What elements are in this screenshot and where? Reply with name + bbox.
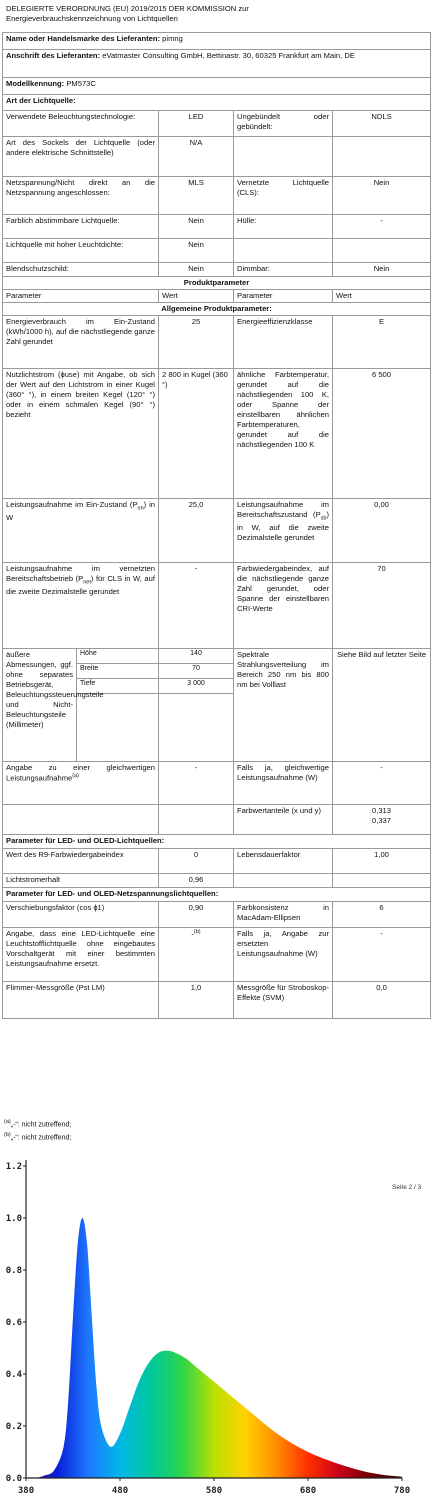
mls-section-title: Parameter für LED- und OLED-Netzspannungslichtquellen:: [3, 888, 431, 902]
cct-label: ähnliche Farbtemperatur, gerundet auf die nächstliegenden 100 K, oder Spanne der einstellbaren ähnlichen Farbtemperaturen, gerundet auf die nächstliegenden 100 K: [234, 369, 333, 499]
cri-label: Farbwiedergabeindex, auf die nächstliegende ganze Zahl gerundet, oder Spanne der einstellbaren CRI-Werte: [234, 563, 333, 649]
standby-power-label-b: ) in W, auf die zweite Dezimalstelle gerundet: [237, 510, 329, 542]
empty-cell: [333, 874, 431, 888]
empty-cell: [234, 137, 333, 177]
dimmable-label: Dimmbar:: [234, 263, 333, 277]
footnote-b-text: „-“: nicht zutreffend;: [10, 1134, 72, 1142]
model-value: PM573C: [66, 79, 96, 88]
product-section-title: Produktparameter: [3, 277, 431, 290]
light-source-row: [3, 263, 431, 277]
product-info-table: [2, 32, 431, 1019]
empty-cell: [3, 805, 159, 835]
networked-standby-sub: net: [83, 579, 91, 586]
cap-type-value: N/A: [159, 137, 234, 177]
x-tick-label: 780: [393, 1486, 411, 1496]
y-tick-label: 0.4: [5, 1370, 22, 1380]
cap-type-label: Art des Sockels der Lichtquelle (oder andere elektrische Schnittstelle): [3, 137, 159, 177]
networked-standby-value: -: [159, 563, 234, 649]
color-tunable-value: Nein: [159, 215, 234, 239]
lighting-technology-label: Verwendete Beleuchtungstechnologie:: [3, 111, 159, 137]
energy-class-label: Energieeffizienzklasse: [234, 316, 333, 369]
x-tick-label: 480: [111, 1486, 129, 1496]
spectral-distribution-value: Siehe Bild auf letzter Seite: [333, 649, 431, 762]
equivalent-power-value: -: [159, 762, 234, 805]
networked-standby-label: [3, 563, 159, 649]
y-tick-label: 0.6: [5, 1318, 22, 1328]
macadam-value: 6: [333, 902, 431, 928]
supplier-address-value: eVatmaster Consulting GmbH, Bettinastr. 30, 60325 Frankfurt am Main, DE: [102, 51, 355, 60]
height-label: Höhe: [77, 649, 159, 664]
flicker-label: Flimmer-Messgröße (Pst LM): [3, 982, 159, 1019]
network-row: [3, 563, 431, 649]
lumen-maintenance-label: Lichtstromerhalt: [3, 874, 159, 888]
networked-standby-label-b: ) für CLS in W, auf die zweite Dezimalstelle gerundet: [6, 574, 155, 596]
led-section-title: Parameter für LED- und OLED-Lichtquellen:: [3, 835, 431, 849]
spectral-distribution-chart: [0, 1156, 432, 1500]
col-header-parameter: Parameter: [3, 290, 159, 303]
chromaticity-value: [333, 805, 431, 835]
anti-glare-label: Blendschutzschild:: [3, 263, 159, 277]
survival-factor-label: Lebensdauerfaktor: [234, 849, 333, 874]
footnote-a-text: „-“: nicht zutreffend;: [10, 1121, 72, 1129]
footnote-b-mark: (b): [4, 1132, 11, 1139]
y-tick-label: 1.0: [5, 1214, 22, 1224]
footnote-b: [4, 1131, 71, 1144]
x-tick-label: 680: [299, 1486, 317, 1496]
equivalent-row: [3, 762, 431, 805]
mls-row: [3, 928, 431, 982]
standby-power-label-a: Leistungsaufnahme im Bereitschaftszustand (P: [237, 500, 329, 520]
standby-power-sub: sb: [320, 515, 327, 522]
useful-flux-label: Nutzlichtstrom (ɸuse) mit Angabe, ob sich der Wert auf den Lichtstrom in einer Kugel (360° °), in einem breiten Kegel (120° °) oder in einem schmalen Kegel (90° °) bezieht: [3, 369, 159, 499]
directional-value: NDLS: [333, 111, 431, 137]
footnote-a: [4, 1118, 71, 1131]
flux-row: [3, 369, 431, 499]
anti-glare-value: Nein: [159, 263, 234, 277]
led-row: [3, 874, 431, 888]
envelope-label: Hülle:: [234, 215, 333, 239]
spectrum-area: [26, 1218, 402, 1478]
spectral-distribution-label: Spektrale Strahlungsverteilung im Bereich 250 nm bis 800 nm bei Volllast: [234, 649, 333, 762]
footnotes: [4, 1118, 71, 1144]
power-row: [3, 499, 431, 563]
document-header: [6, 4, 426, 24]
energy-row: [3, 316, 431, 369]
light-source-section-title: Art der Lichtquelle:: [3, 95, 431, 111]
chromaticity-row: [3, 805, 431, 835]
standby-power-value: 0,00: [333, 499, 431, 563]
cri-value: 70: [333, 563, 431, 649]
survival-factor-value: 1,00: [333, 849, 431, 874]
mains-value: MLS: [159, 177, 234, 215]
light-source-row: [3, 239, 431, 263]
y-tick-label: 0.8: [5, 1266, 22, 1276]
chart-y-ticks: [6, 1162, 26, 1484]
r9-label: Wert des R9-Farbwiedergabeindex: [3, 849, 159, 874]
header-line-2: Energieverbrauchskennzeichnung von Lichtquellen: [6, 14, 178, 24]
empty-cell: [234, 874, 333, 888]
light-source-row: [3, 137, 431, 177]
energy-consumption-value: 25: [159, 316, 234, 369]
lighting-technology-value: LED: [159, 111, 234, 137]
on-mode-power-label: [3, 499, 159, 563]
fluorescent-replacement-dash: -: [191, 929, 194, 939]
dimmable-value: Nein: [333, 263, 431, 277]
equivalent-power-label-a: Angabe zu einer gleichwertigen Leistungsaufnahme: [6, 763, 155, 783]
product-header-row: [3, 290, 431, 303]
chart-plot-area: [26, 1218, 402, 1478]
x-tick-label: 380: [17, 1486, 35, 1496]
on-mode-power-value: 25,0: [159, 499, 234, 563]
light-source-row: [3, 215, 431, 239]
color-tunable-label: Farblich abstimmbare Lichtquelle:: [3, 215, 159, 239]
chromaticity-y: 0,337: [372, 816, 392, 826]
energy-class-value: E: [333, 316, 431, 369]
led-row: [3, 849, 431, 874]
col-header-value: Wert: [159, 290, 234, 303]
fluorescent-replacement-value: [159, 928, 234, 982]
page-number: Seite 2 / 3: [392, 1184, 422, 1191]
high-luminance-label: Lichtquelle mit hoher Leuchtdichte:: [3, 239, 159, 263]
depth-label: Tiefe: [77, 679, 159, 694]
directional-label: Ungebündelt oder gebündelt:: [234, 111, 333, 137]
mls-row: [3, 982, 431, 1019]
chart-x-ticks: [18, 1478, 410, 1496]
empty-cell: [234, 239, 333, 263]
y-tick-label: 1.2: [5, 1162, 22, 1172]
empty-cell: [333, 137, 431, 177]
model-label: Modellkennung:: [6, 79, 65, 88]
supplier-address-label: Anschrift des Lieferanten:: [6, 51, 101, 60]
macadam-label: Farbkonsistenz in MacAdam-Ellipsen: [234, 902, 333, 928]
dimensions-label: äußere Abmessungen, ggf. ohne separates Betriebsgerät, Beleuchtungssteuerungsteile und Nicht-Beleuchtungsteile (Millimeter): [3, 649, 77, 762]
r9-value: 0: [159, 849, 234, 874]
cct-value: 6 500: [333, 369, 431, 499]
empty-cell: [333, 239, 431, 263]
replaced-power-value: -: [333, 928, 431, 982]
empty-cell: [77, 694, 159, 762]
empty-cell: [159, 694, 234, 762]
mains-label: Netzspannung/Nicht direkt an die Netzspannung angeschlossen:: [3, 177, 159, 215]
stroboscopic-value: 0,0: [333, 982, 431, 1019]
width-label: Breite: [77, 664, 159, 679]
fluorescent-replacement-label: Angabe, dass eine LED-Lichtquelle eine Leuchtstofflichtquelle ohne eingebautes Vorschaltgerät mit einer bestimmten Leistungsaufnahme ersetzt.: [3, 928, 159, 982]
equivalent-power-label: [3, 762, 159, 805]
dimensions-row: [3, 649, 431, 664]
energy-consumption-label: Energieverbrauch im Ein-Zustand (kWh/1000 h), auf die nächstliegende ganze Zahl gerundet: [3, 316, 159, 369]
on-mode-power-sub: on: [137, 505, 144, 512]
high-luminance-value: Nein: [159, 239, 234, 263]
cls-label: Vernetzte Lichtquelle (CLS):: [234, 177, 333, 215]
light-source-row: [3, 111, 431, 137]
flicker-value: 1,0: [159, 982, 234, 1019]
model-row: [3, 78, 431, 95]
lumen-maintenance-value: 0,96: [159, 874, 234, 888]
networked-standby-label-a: Leistungsaufnahme im vernetzten Bereitschaftsbetrieb (P: [6, 564, 155, 584]
on-mode-power-label-a: Leistungsaufnahme im Ein-Zustand (P: [6, 500, 138, 510]
footnote-a-mark: (a): [4, 1119, 11, 1125]
y-tick-label: 0.2: [5, 1422, 22, 1432]
useful-flux-value: 2 800 in Kugel (360 °): [159, 369, 234, 499]
depth-value: 3 000: [159, 679, 234, 694]
stroboscopic-label: Messgröße für Stroboskop-Effekte (SVM): [234, 982, 333, 1019]
footnote-a-ref: (a): [72, 773, 80, 780]
col-header-value: Wert: [333, 290, 431, 303]
chromaticity-x: 0,313: [372, 806, 392, 816]
supplier-name-label: Name oder Handelsmarke des Lieferanten:: [6, 34, 161, 43]
on-mode-power-label-b: ) in W: [6, 500, 155, 522]
y-tick-label: 0.0: [5, 1474, 22, 1484]
mls-row: [3, 902, 431, 928]
width-value: 70: [159, 664, 234, 679]
cls-value: Nein: [333, 177, 431, 215]
light-source-row: [3, 177, 431, 215]
displacement-factor-label: Verschiebungsfaktor (cos ɸ1): [3, 902, 159, 928]
supplier-name-value: pimng: [162, 34, 183, 43]
displacement-factor-value: 0,90: [159, 902, 234, 928]
envelope-value: -: [333, 215, 431, 239]
chromaticity-label: Farbwertanteile (x und y): [234, 805, 333, 835]
standby-power-label: [234, 499, 333, 563]
replaced-power-label: Falls ja, Angabe zur ersetzten Leistungsaufnahme (W): [234, 928, 333, 982]
x-tick-label: 580: [205, 1486, 223, 1496]
empty-cell: [159, 805, 234, 835]
supplier-address-row: [3, 50, 431, 78]
equivalent-power-w-value: -: [333, 762, 431, 805]
supplier-name-row: [3, 33, 431, 50]
footnote-b-ref: (b): [193, 929, 201, 936]
header-line-1: DELEGIERTE VERORDNUNG (EU) 2019/2015 DER KOMMISSION zur: [6, 4, 249, 13]
general-params-title: Allgemeine Produktparameter:: [3, 303, 431, 316]
equivalent-power-w-label: Falls ja, gleichwertige Leistungsaufnahme (W): [234, 762, 333, 805]
height-value: 140: [159, 649, 234, 664]
col-header-parameter: Parameter: [234, 290, 333, 303]
